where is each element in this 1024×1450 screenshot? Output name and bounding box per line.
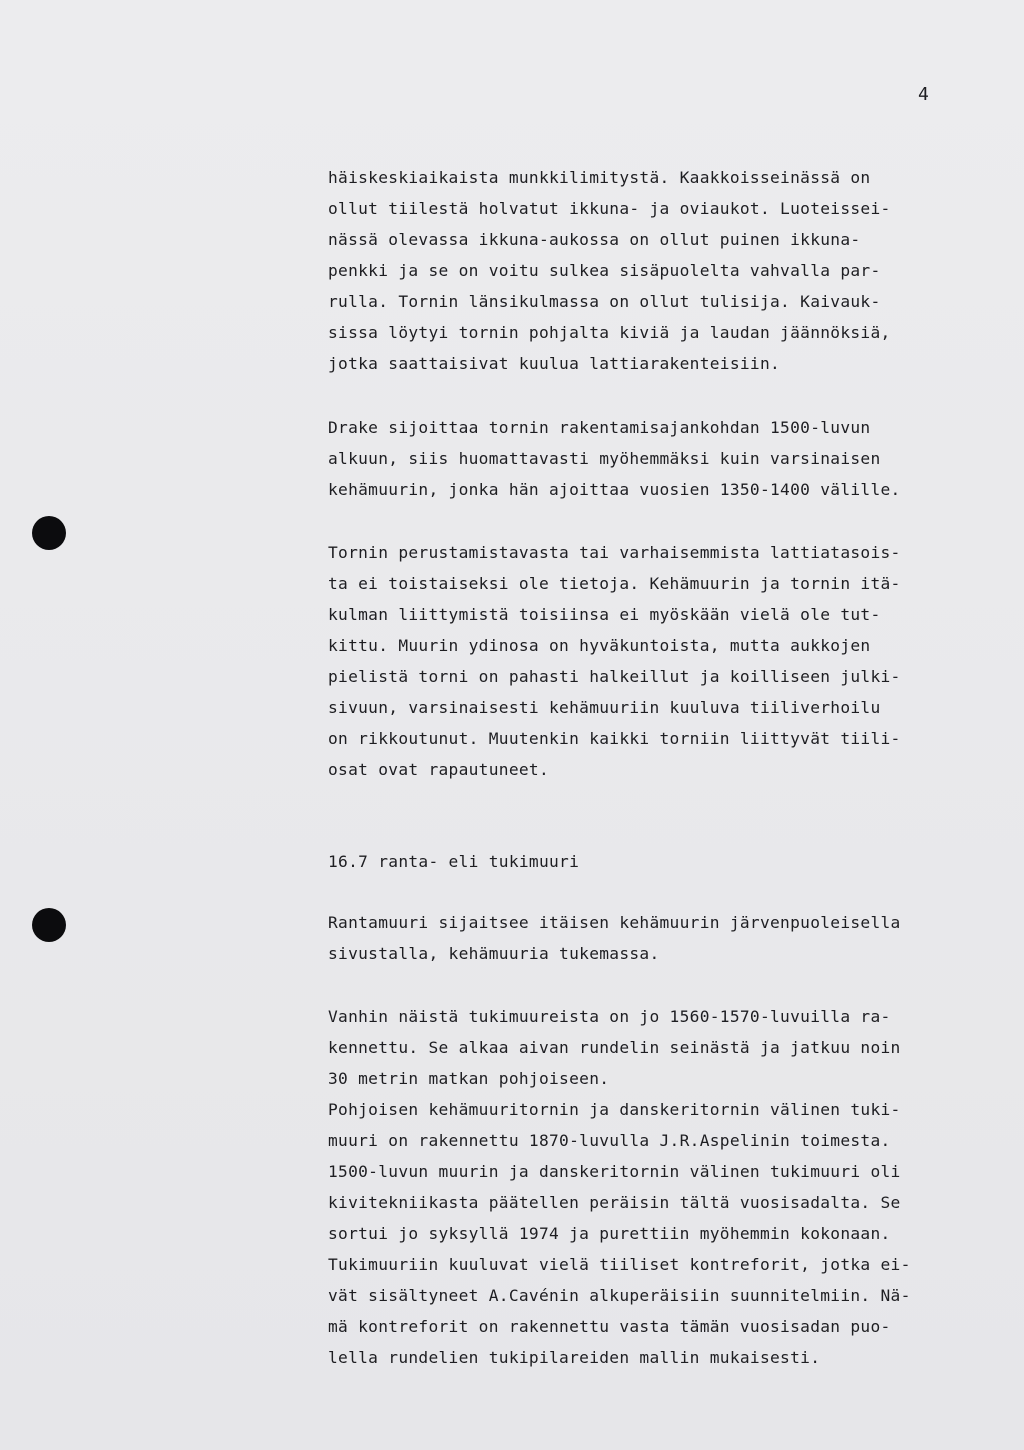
text-line: 1500-luvun muurin ja danskeritornin välinen tukimuuri oli xyxy=(328,1162,901,1181)
text-line: kehämuurin, jonka hän ajoittaa vuosien 1350-1400 välille. xyxy=(328,480,901,499)
paragraph xyxy=(328,1001,988,1373)
text-line: jotka saattaisivat kuulua lattiarakenteisiin. xyxy=(328,354,781,373)
text-line: ta ei toistaiseksi ole tietoja. Kehämuurin ja tornin itä- xyxy=(328,574,901,593)
paragraph xyxy=(328,412,988,505)
text-line: Drake sijoittaa tornin rakentamisajankohdan 1500-luvun xyxy=(328,418,871,437)
text-line: on rikkoutunut. Muutenkin kaikki torniin liittyvät tiili- xyxy=(328,729,901,748)
paper-watermark: ​ xyxy=(110,400,130,539)
punch-hole-bottom xyxy=(32,908,66,942)
text-line: muuri on rakennettu 1870-luvulla J.R.Aspelinin toimesta. xyxy=(328,1131,891,1150)
text-line: ollut tiilestä holvatut ikkuna- ja oviaukot. Luoteissei- xyxy=(328,199,891,218)
text-line: Pohjoisen kehämuuritornin ja danskeritornin välinen tuki- xyxy=(328,1100,901,1119)
text-line: rulla. Tornin länsikulmassa on ollut tulisija. Kaivauk- xyxy=(328,292,881,311)
text-line: kivitekniikasta päätellen peräisin tältä vuosisadalta. Se xyxy=(328,1193,901,1212)
text-line: osat ovat rapautuneet. xyxy=(328,760,550,779)
punch-hole-top xyxy=(32,516,66,550)
text-line: Rantamuuri sijaitsee itäisen kehämuurin järvenpuoleisella xyxy=(328,913,901,932)
paragraph xyxy=(328,162,988,379)
text-line: penkki ja se on voitu sulkea sisäpuolelta vahvalla par- xyxy=(328,261,881,280)
text-line: kennettu. Se alkaa aivan rundelin seinästä ja jatkuu noin xyxy=(328,1038,901,1057)
text-line: pielistä torni on pahasti halkeillut ja koilliseen julki- xyxy=(328,667,901,686)
text-line: nässä olevassa ikkuna-aukossa on ollut puinen ikkuna- xyxy=(328,230,861,249)
text-line: 30 metrin matkan pohjoiseen. xyxy=(328,1069,610,1088)
paragraph xyxy=(328,537,988,785)
text-line: lella rundelien tukipilareiden mallin mukaisesti. xyxy=(328,1348,821,1367)
text-line: Tornin perustamistavasta tai varhaisemmista lattiatasois- xyxy=(328,543,901,562)
paragraph xyxy=(328,907,988,969)
text-line: sortui jo syksyllä 1974 ja purettiin myöhemmin kokonaan. xyxy=(328,1224,891,1243)
text-line: sivuun, varsinaisesti kehämuuriin kuuluva tiiliverhoilu xyxy=(328,698,881,717)
text-line: häiskeskiaikaista munkkilimitystä. Kaakkoisseinässä on xyxy=(328,168,871,187)
text-line: mä kontreforit on rakennettu vasta tämän vuosisadan puo- xyxy=(328,1317,891,1336)
text-line: kittu. Muurin ydinosa on hyväkuntoista, mutta aukkojen xyxy=(328,636,871,655)
text-line: alkuun, siis huomattavasti myöhemmäksi kuin varsinaisen xyxy=(328,449,881,468)
text-line: sivustalla, kehämuuria tukemassa. xyxy=(328,944,660,963)
text-line: sissa löytyi tornin pohjalta kiviä ja laudan jäännöksiä, xyxy=(328,323,891,342)
page-number: 4 xyxy=(918,84,929,105)
text-line: Vanhin näistä tukimuureista on jo 1560-1570-luvuilla ra- xyxy=(328,1007,891,1026)
text-line: kulman liittymistä toisiinsa ei myöskään vielä ole tut- xyxy=(328,605,881,624)
text-line: vät sisältyneet A.Cavénin alkuperäisiin suunnitelmiin. Nä- xyxy=(328,1286,911,1305)
section-heading-text: 16.7 ranta- eli tukimuuri xyxy=(328,852,580,871)
section-heading xyxy=(328,846,988,877)
text-line: Tukimuuriin kuuluvat vielä tiiliset kontreforit, jotka ei- xyxy=(328,1255,911,1274)
